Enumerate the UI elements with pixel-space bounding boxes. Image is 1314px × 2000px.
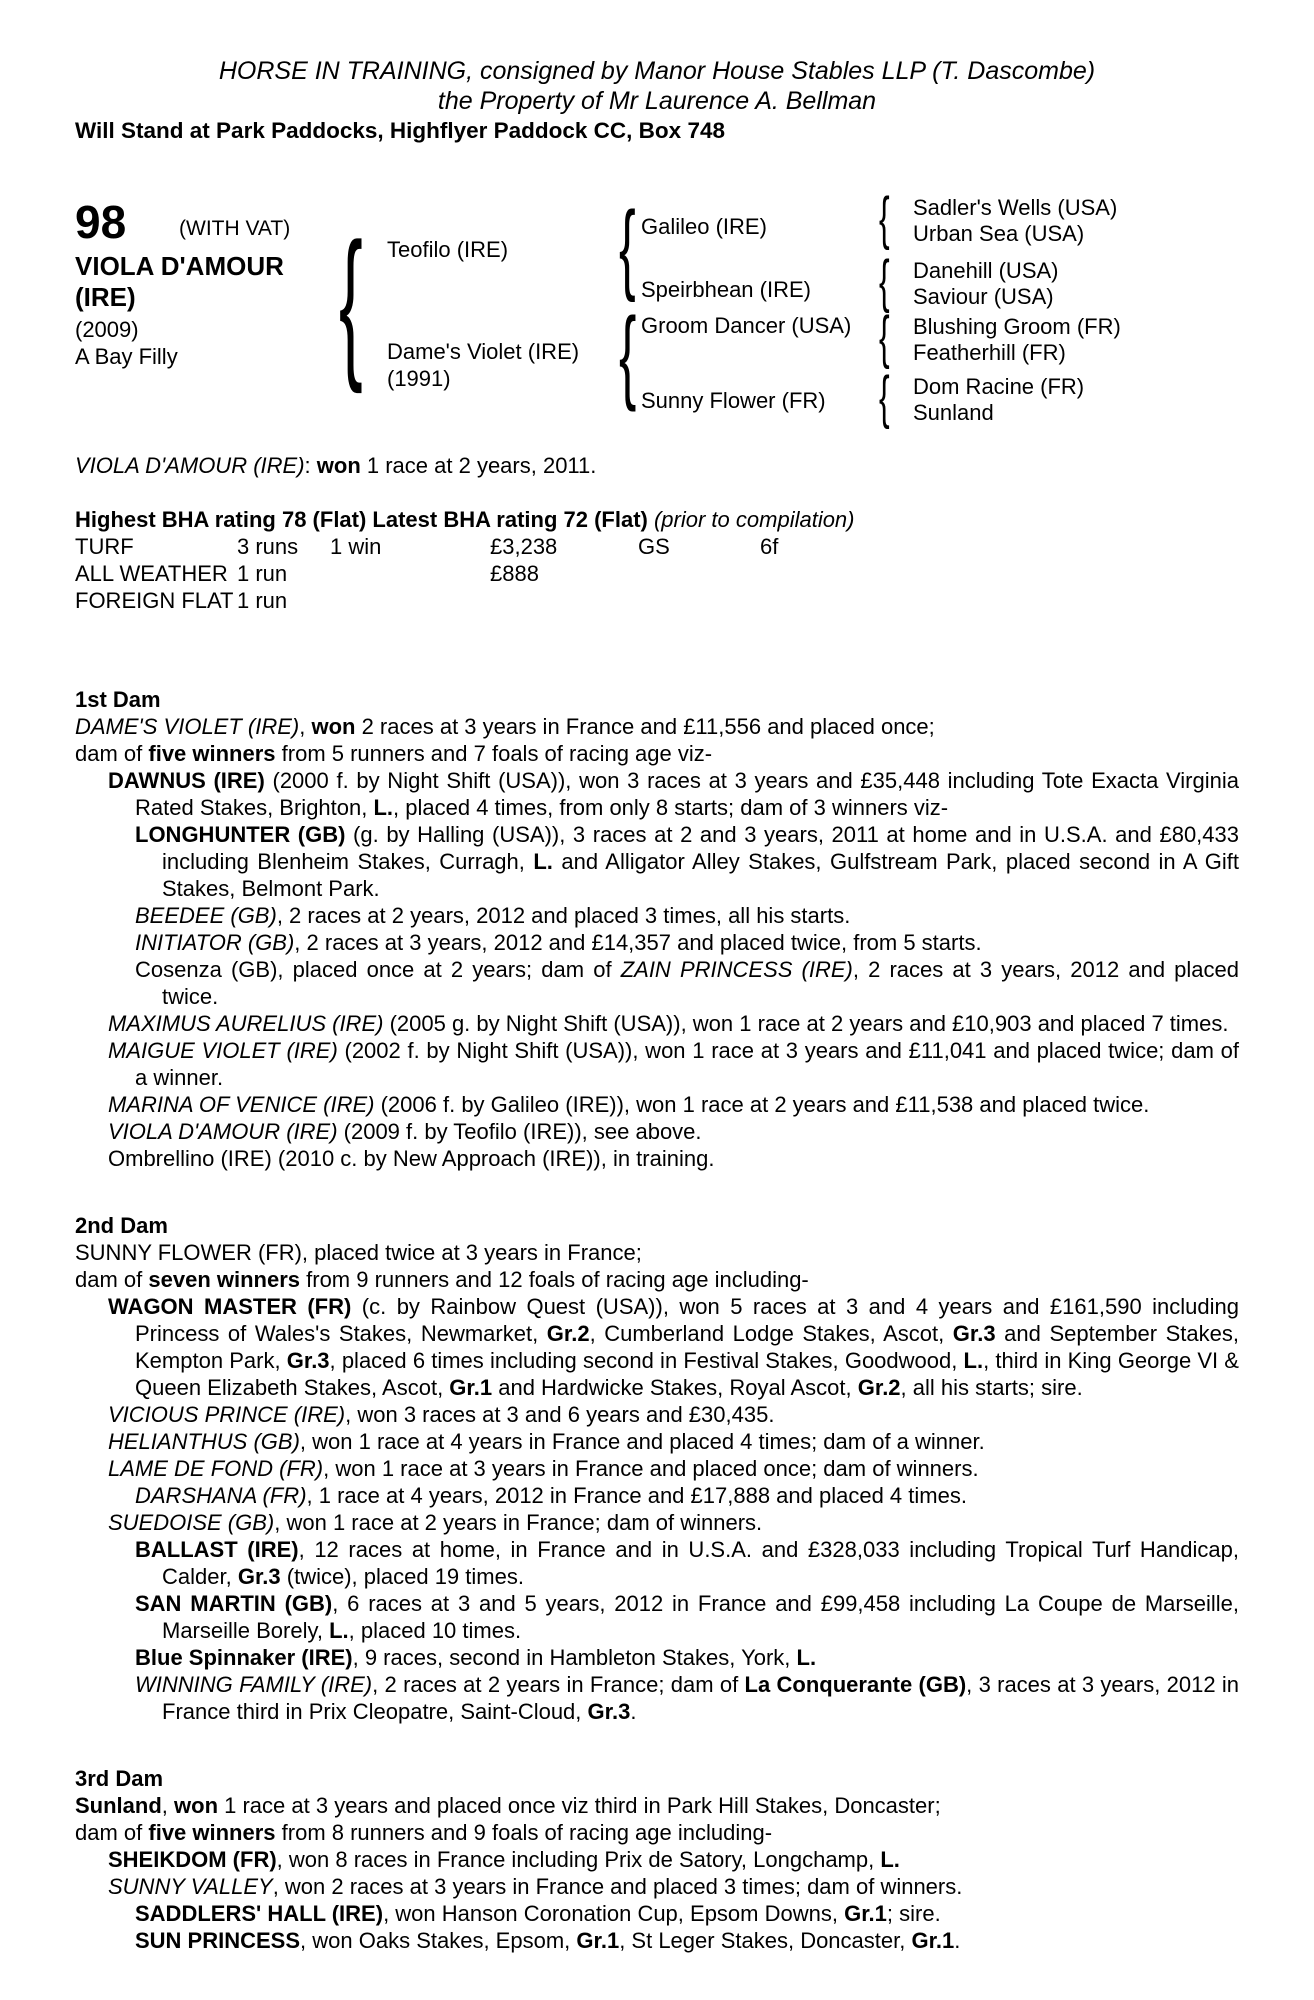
record-row xyxy=(75,533,1239,560)
pedigree-paragraph: SAN MARTIN (GB), 6 races at 3 and 5 years, 2012 in France and £99,458 including La Coupe de Marseille, Marseille Borely, L., placed 10 times. xyxy=(135,1591,1239,1643)
record-cell: 3 runs xyxy=(237,534,299,559)
pedigree-ancestor: Danehill (USA) xyxy=(913,258,1059,283)
stabling-line: Will Stand at Park Paddocks, Highflyer Paddock CC, Box 748 xyxy=(75,118,725,143)
pedigree-paragraph: WINNING FAMILY (IRE), 2 races at 2 years in France; dam of La Conquerante (GB), 3 races at 3 years, 2012 in France third in Prix Cleopatre, Saint-Cloud, Gr.3. xyxy=(135,1672,1239,1724)
pedigree-ancestor: Saviour (USA) xyxy=(913,284,1054,309)
pedigree-paragraph: Cosenza (GB), placed once at 2 years; dam of ZAIN PRINCESS (IRE), 2 races at 3 years, 2012 and placed twice. xyxy=(135,957,1240,1009)
brace-icon xyxy=(879,369,890,427)
pedigree-ancestor: Dom Racine (FR) xyxy=(913,374,1085,399)
pedigree-ancestor: Blushing Groom (FR) xyxy=(913,314,1121,339)
brace-icon xyxy=(619,197,636,297)
record-cell: GS xyxy=(638,534,670,559)
section-body xyxy=(75,713,1239,1172)
record-cell xyxy=(330,587,490,614)
pedigree-paragraph: MAXIMUS AURELIUS (IRE) (2005 g. by Night Shift (USA)), won 1 race at 2 years and £10,903 and placed 7 times. xyxy=(108,1011,1229,1036)
record-cell xyxy=(760,560,1239,587)
foaling-year: (2009) xyxy=(75,317,139,342)
pedigree-paragraph: DARSHANA (FR), 1 race at 4 years, 2012 in France and £17,888 and placed 4 times. xyxy=(135,1483,967,1508)
pedigree-paragraph: SADDLERS' HALL (IRE), won Hanson Coronation Cup, Epsom Downs, Gr.1; sire. xyxy=(135,1901,941,1926)
pedigree-block xyxy=(75,189,1239,427)
pedigree-paragraph: LONGHUNTER (GB) (g. by Halling (USA)), 3 races at 2 and 3 years, 2011 at home and in U.S.A. and £80,433 including Blenheim Stakes, Curragh, L. and Alligator Alley Stakes, Gulfstream Park, placed second in A Gift Stakes, Belmont Park. xyxy=(135,822,1240,901)
horse-description: A Bay Filly xyxy=(75,344,178,369)
record-cell xyxy=(490,587,638,614)
brace-icon xyxy=(879,253,890,311)
record-row xyxy=(75,587,1239,614)
pedigree-paragraph: Ombrellino (IRE) (2010 c. by New Approach (IRE)), in training. xyxy=(108,1146,715,1171)
brace-icon xyxy=(619,303,636,407)
pedigree-paragraph: BALLAST (IRE), 12 races at home, in France and in U.S.A. and £328,033 including Tropical Turf Handicap, Calder, Gr.3 (twice), placed 19 times. xyxy=(135,1537,1239,1589)
pedigree-sire: Teofilo (IRE) xyxy=(387,237,509,262)
record-cell: 1 win xyxy=(330,534,382,559)
pedigree-paragraph: HELIANTHUS (GB), won 1 race at 4 years in France and placed 4 times; dam of a winner. xyxy=(108,1429,985,1454)
brace-icon xyxy=(879,309,890,367)
section-body xyxy=(75,1792,1239,1954)
record-cell: 1 run xyxy=(237,561,288,586)
horse-name: VIOLA D'AMOUR xyxy=(75,251,284,281)
record-cell xyxy=(760,587,1239,614)
record-cell: FOREIGN FLAT xyxy=(75,588,234,613)
pedigree-dam: Dame's Violet (IRE) xyxy=(387,339,580,364)
lot-number: 98 xyxy=(75,196,127,248)
pedigree-paragraph: MARINA OF VENICE (IRE) (2006 f. by Galileo (IRE)), won 1 race at 2 years and £11,538 and placed twice. xyxy=(108,1092,1150,1117)
race-record-table xyxy=(75,533,1239,614)
pedigree-paragraph: dam of five winners from 5 runners and 7 foals of racing age viz- xyxy=(75,741,713,766)
section-3rd-dam xyxy=(75,1765,1239,1954)
pedigree-paragraph: SUNNY FLOWER (FR), placed twice at 3 years in France; xyxy=(75,1240,642,1265)
race-record-summary: VIOLA D'AMOUR (IRE): won 1 race at 2 years, 2011. xyxy=(75,453,597,478)
section-heading: 3rd Dam xyxy=(75,1766,164,1791)
brace-icon xyxy=(879,190,890,248)
pedigree-ancestor: Featherhill (FR) xyxy=(913,340,1066,365)
pedigree-paragraph: VIOLA D'AMOUR (IRE) (2009 f. by Teofilo (IRE)), see above. xyxy=(108,1119,702,1144)
pedigree-ancestor: Sunland xyxy=(913,400,994,425)
record-cell xyxy=(638,560,760,587)
pedigree-paragraph: Blue Spinnaker (IRE), 9 races, second in Hambleton Stakes, York, L. xyxy=(135,1645,817,1670)
pedigree-paragraph: SUNNY VALLEY, won 2 races at 3 years in France and placed 3 times; dam of winners. xyxy=(108,1874,963,1899)
record-cell xyxy=(638,587,760,614)
record-row xyxy=(75,560,1239,587)
pedigree-paragraph: dam of five winners from 8 runners and 9 foals of racing age including- xyxy=(75,1820,773,1845)
pedigree-grandsire: Groom Dancer (USA) xyxy=(641,313,852,338)
pedigree-paragraph: WAGON MASTER (FR) (c. by Rainbow Quest (USA)), won 5 races at 3 and 4 years and £161,590 including Princess of Wales's Stakes, Newmarket, Gr.2, Cumberland Lodge Stakes, Ascot, Gr.3 and September Stakes, Kempton Park, Gr.3, placed 6 times including second in Festival Stakes, Goodwood, L., third in King George VI & Queen Elizabeth Stakes, Ascot, Gr.1 and Hardwicke Stakes, Royal Ascot, Gr.2, all his starts; sire. xyxy=(108,1294,1239,1400)
section-heading: 2nd Dam xyxy=(75,1213,168,1238)
pedigree-paragraph: SUEDOISE (GB), won 1 race at 2 years in France; dam of winners. xyxy=(108,1510,763,1535)
section-body xyxy=(75,1239,1239,1725)
pedigree-paragraph: INITIATOR (GB), 2 races at 3 years, 2012 and £14,357 and placed twice, from 5 starts. xyxy=(135,930,982,955)
pedigree-granddam: Speirbhean (IRE) xyxy=(641,277,811,302)
record-cell xyxy=(330,560,490,587)
pedigree-paragraph: MAIGUE VIOLET (IRE) (2002 f. by Night Shift (USA)), won 1 race at 3 years and £11,041 and placed twice; dam of a winner. xyxy=(108,1038,1239,1090)
record-cell: ALL WEATHER xyxy=(75,561,228,586)
record-cell: £3,238 xyxy=(490,534,558,559)
bha-rating-line: Highest BHA rating 78 (Flat) Latest BHA rating 72 (Flat) (prior to compilation) xyxy=(75,507,855,532)
pedigree-paragraph: VICIOUS PRINCE (IRE), won 3 races at 3 and 6 years and £30,435. xyxy=(108,1402,775,1427)
pedigree-paragraph: LAME DE FOND (FR), won 1 race at 3 years in France and placed once; dam of winners. xyxy=(108,1456,979,1481)
pedigree-ancestor: Sadler's Wells (USA) xyxy=(913,195,1118,220)
brace-icon xyxy=(339,219,363,385)
section-heading: 1st Dam xyxy=(75,687,161,712)
vat-note: (WITH VAT) xyxy=(179,217,291,240)
pedigree-paragraph: DAWNUS (IRE) (2000 f. by Night Shift (USA)), won 3 races at 3 years and £35,448 including Tote Exacta Virginia Rated Stakes, Brighton, L., placed 4 times, from only 8 starts; dam of 3 winners viz- xyxy=(108,768,1239,820)
record-cell: £888 xyxy=(490,561,539,586)
pedigree-paragraph: DAME'S VIOLET (IRE), won 2 races at 3 years in France and £11,556 and placed once; xyxy=(75,714,935,739)
property-line: the Property of Mr Laurence A. Bellman xyxy=(437,87,877,115)
pedigree-granddam: Sunny Flower (FR) xyxy=(641,388,826,413)
record-cell: 1 run xyxy=(237,588,288,613)
consignor-line: HORSE IN TRAINING, consigned by Manor House Stables LLP (T. Dascombe) xyxy=(218,57,1096,85)
pedigree-paragraph: BEEDEE (GB), 2 races at 2 years, 2012 and placed 3 times, all his starts. xyxy=(135,903,851,928)
horse-name-suffix: (IRE) xyxy=(75,282,136,312)
record-cell: 6f xyxy=(760,534,779,559)
pedigree-ancestor: Urban Sea (USA) xyxy=(913,221,1085,246)
record-cell: TURF xyxy=(75,534,134,559)
pedigree-paragraph: dam of seven winners from 9 runners and 12 foals of racing age including- xyxy=(75,1267,809,1292)
pedigree-paragraph: SUN PRINCESS, won Oaks Stakes, Epsom, Gr.1, St Leger Stakes, Doncaster, Gr.1. xyxy=(135,1928,961,1953)
pedigree-paragraph: SHEIKDOM (FR), won 8 races in France including Prix de Satory, Longchamp, L. xyxy=(108,1847,900,1872)
section-1st-dam xyxy=(75,686,1239,1172)
pedigree-grandsire: Galileo (IRE) xyxy=(641,214,767,239)
pedigree-paragraph: Sunland, won 1 race at 3 years and placed once viz third in Park Hill Stakes, Doncaster; xyxy=(75,1793,941,1818)
section-2nd-dam xyxy=(75,1212,1239,1725)
pedigree-dam-year: (1991) xyxy=(387,366,451,391)
